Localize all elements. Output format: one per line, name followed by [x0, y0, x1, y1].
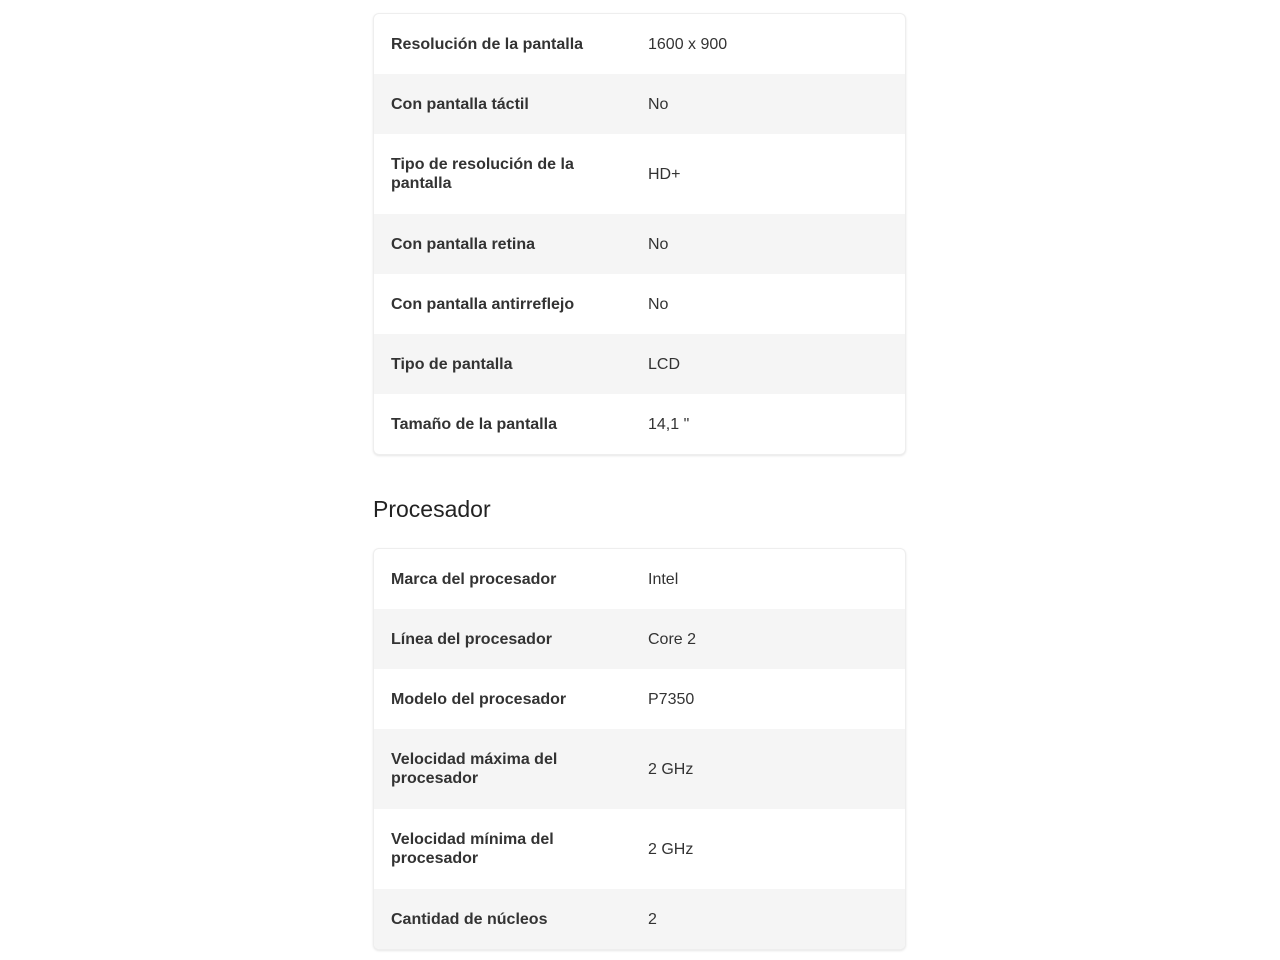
- spec-label: Modelo del procesador: [391, 690, 567, 708]
- spec-row: [374, 214, 905, 274]
- spec-row: [374, 74, 905, 134]
- spec-value: 2: [648, 910, 657, 928]
- spec-label: Tipo de resolución de la pantalla: [391, 156, 574, 192]
- section-title-procesador: Procesador: [373, 496, 491, 522]
- spec-row: [374, 809, 905, 889]
- spec-value: No: [648, 95, 669, 113]
- specs-content: [373, 13, 906, 950]
- spec-label: Con pantalla antirreflejo: [391, 295, 575, 313]
- display-specs-table: [373, 13, 906, 455]
- spec-row: [374, 394, 905, 454]
- spec-value: 2 GHz: [648, 760, 694, 778]
- spec-label: Velocidad máxima del procesador: [391, 751, 558, 787]
- spec-label: Con pantalla retina: [391, 235, 536, 253]
- spec-label: Tamaño de la pantalla: [391, 415, 557, 433]
- spec-label: Marca del procesador: [391, 570, 557, 588]
- spec-value: No: [648, 295, 669, 313]
- spec-value: 2 GHz: [648, 840, 694, 858]
- spec-label: Cantidad de núcleos: [391, 910, 548, 928]
- spec-row: [374, 334, 905, 394]
- spec-row: [374, 549, 905, 609]
- spec-row: [374, 729, 905, 809]
- spec-value: LCD: [648, 355, 681, 373]
- spec-label: Con pantalla táctil: [391, 95, 529, 113]
- spec-value: P7350: [648, 690, 695, 708]
- spec-value: 14,1 ": [648, 415, 690, 433]
- spec-label: Tipo de pantalla: [391, 355, 513, 373]
- spec-row: [374, 134, 905, 214]
- spec-row: [374, 609, 905, 669]
- spec-value: Core 2: [648, 630, 697, 648]
- spec-label: Resolución de la pantalla: [391, 35, 584, 53]
- spec-row: [374, 889, 905, 949]
- spec-row: [374, 669, 905, 729]
- spec-value: Intel: [648, 570, 679, 588]
- spec-value: 1600 x 900: [648, 35, 728, 53]
- spec-row: [374, 14, 905, 74]
- spec-row: [374, 274, 905, 334]
- spec-value: HD+: [648, 165, 681, 183]
- spec-value: No: [648, 235, 669, 253]
- spec-label: Velocidad mínima del procesador: [391, 831, 554, 867]
- spec-label: Línea del procesador: [391, 630, 552, 648]
- processor-specs-table: [373, 548, 906, 950]
